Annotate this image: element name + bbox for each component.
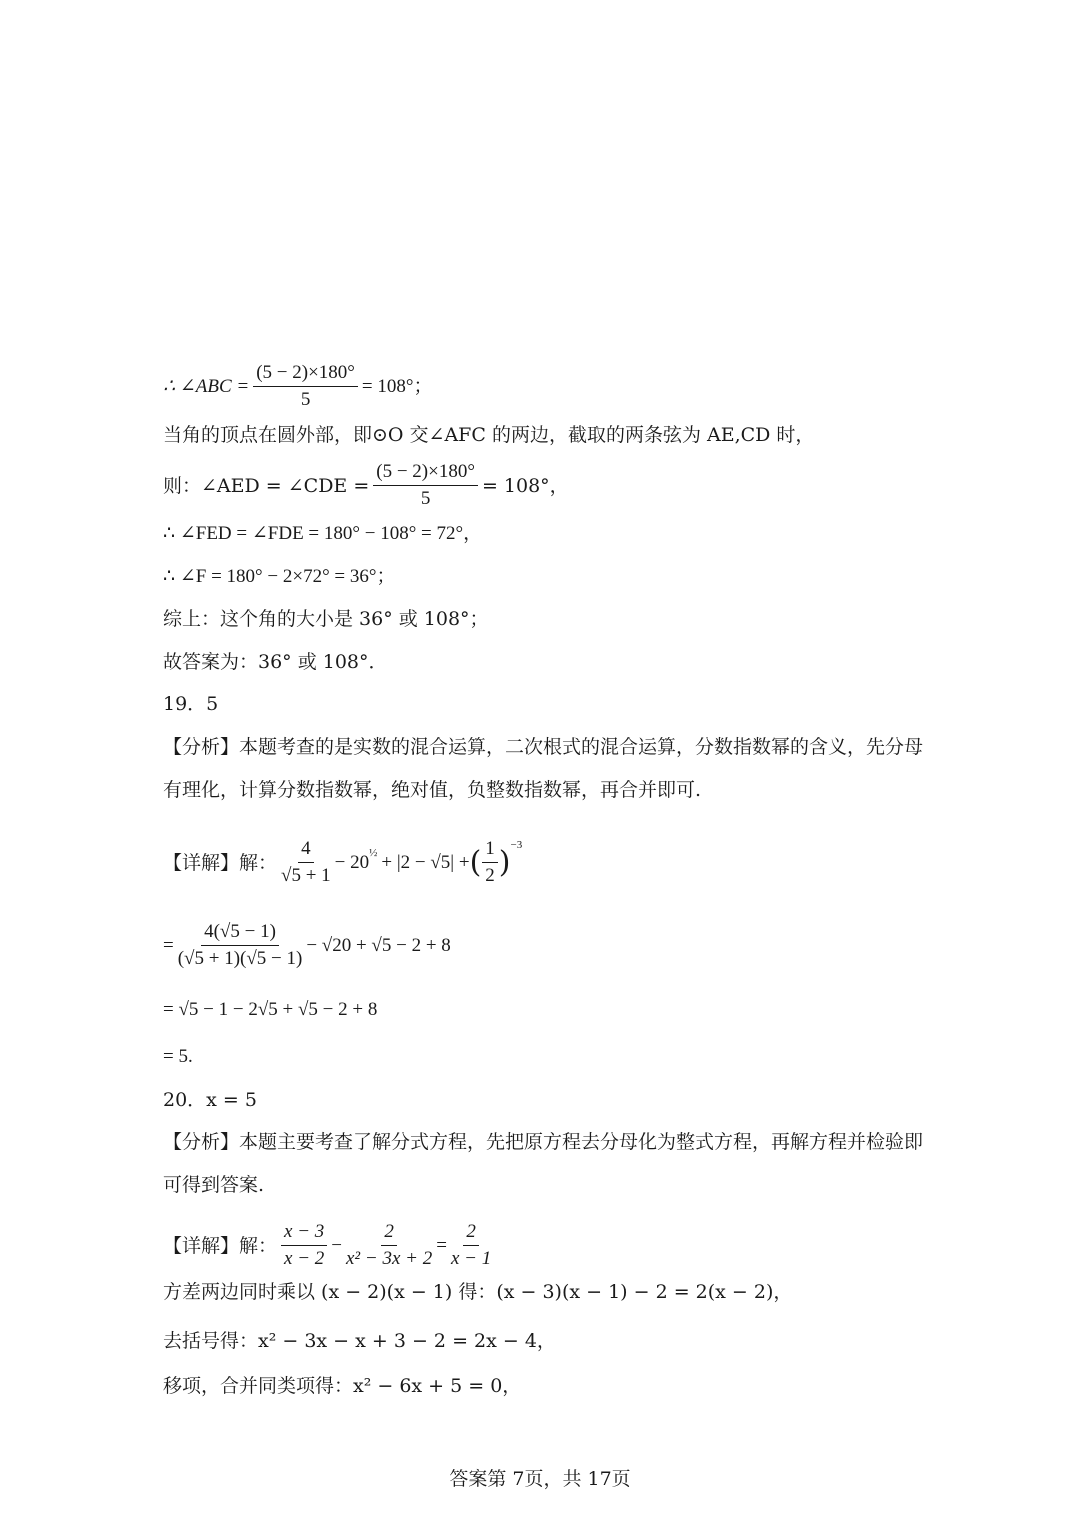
line-angle-aed: 则：∠AED = ∠CDE = $\frac{(5 - 2)\times 180^\circ}{5}$ = 108°， xyxy=(163,461,569,509)
fraction: $\frac{2}{x - 1}$ xyxy=(450,1221,492,1269)
line-outside-vertex: 当角的顶点在圆外部，即⊙O 交∠AFC 的两边，截取的两条弦为 AE,CD 时， xyxy=(163,424,815,446)
line-angle-f: ∴ ∠F = 180° − 2×72° = 36°； xyxy=(163,566,396,587)
question-19-analysis-1: 【分析】本题考查的是实数的混合运算，二次根式的混合运算，分数指数幂的含义，先分母 xyxy=(163,736,924,758)
fraction: $\frac{x - 3}{x - 2}$ xyxy=(281,1221,327,1270)
line-answer-18: 故答案为：36° 或 108°． xyxy=(163,651,388,673)
question-19-step-1: = $\frac{4(√5 - 1)}{(√5 + 1)(√5 - 1)}$ − √20 + √5 − 2 + 8 xyxy=(163,921,451,969)
question-19-answer: 19．5 xyxy=(163,693,219,715)
fraction: $\frac{(5 - 2)\times 180^\circ}{5}$ xyxy=(253,362,358,411)
question-19-step-3: = 5. xyxy=(163,1046,193,1067)
fraction: $\frac{2}{\text{x² − 3x + 2}}$ xyxy=(346,1221,433,1269)
question-19-analysis-2: 有理化，计算分数指数幂，绝对值，负整数指数幂，再合并即可. xyxy=(163,779,702,801)
fraction: $\frac{(5 - 2)\times 180^\circ}{5}$ xyxy=(373,461,478,510)
fraction: $\frac{1}{2}$ xyxy=(482,838,498,887)
line-summary: 综上：这个角的大小是 36° 或 108°； xyxy=(163,608,489,630)
line-angle-fed: ∴ ∠FED = ∠FDE = 180° − 108° = 72°， xyxy=(163,523,483,544)
question-20-step-3: 移项，合并同类项得：x² − 6x + 5 = 0， xyxy=(163,1375,522,1397)
question-19-step-2: = √5 − 1 − 2√5 + √5 − 2 + 8 xyxy=(163,999,378,1020)
fraction: $\frac{4}{√5 + 1}$ xyxy=(281,838,331,886)
line-angle-abc: ∴ ∠ABC = $\frac{(5 - 2)\times 180^\circ}{5}$ = 108°； xyxy=(163,362,433,410)
question-20-analysis-1: 【分析】本题主要考查了解分式方程，先把原方程去分母化为整式方程，再解方程并检验即 xyxy=(163,1131,924,1153)
question-19-detail: 【详解】解： $\frac{4}{√5 + 1}$ − 20 ½ + |2 − √5| + ( $\frac{1}{2}$ ) −3 xyxy=(163,838,523,886)
question-20-detail: 【详解】解： $\frac{x - 3}{x - 2}$ − $\frac{2}{\text{x² − 3x + 2}}$ = $\frac{2}{x - 1}$ xyxy=(163,1221,492,1269)
question-20-answer: 20．x = 5 xyxy=(163,1089,257,1111)
question-20-step-2: 去括号得：x² − 3x − x + 3 − 2 = 2x − 4， xyxy=(163,1330,556,1352)
fraction: $\frac{4(√5 - 1)}{(√5 + 1)(√5 - 1)}$ xyxy=(177,921,303,969)
page-footer: 答案第 7页，共 17页 xyxy=(449,1468,631,1490)
question-20-step-1: 方差两边同时乘以 (x − 2)(x − 1) 得：(x − 3)(x − 1) − 2 = 2(x − 2)， xyxy=(163,1281,793,1303)
question-20-analysis-2: 可得到答案. xyxy=(163,1174,265,1196)
